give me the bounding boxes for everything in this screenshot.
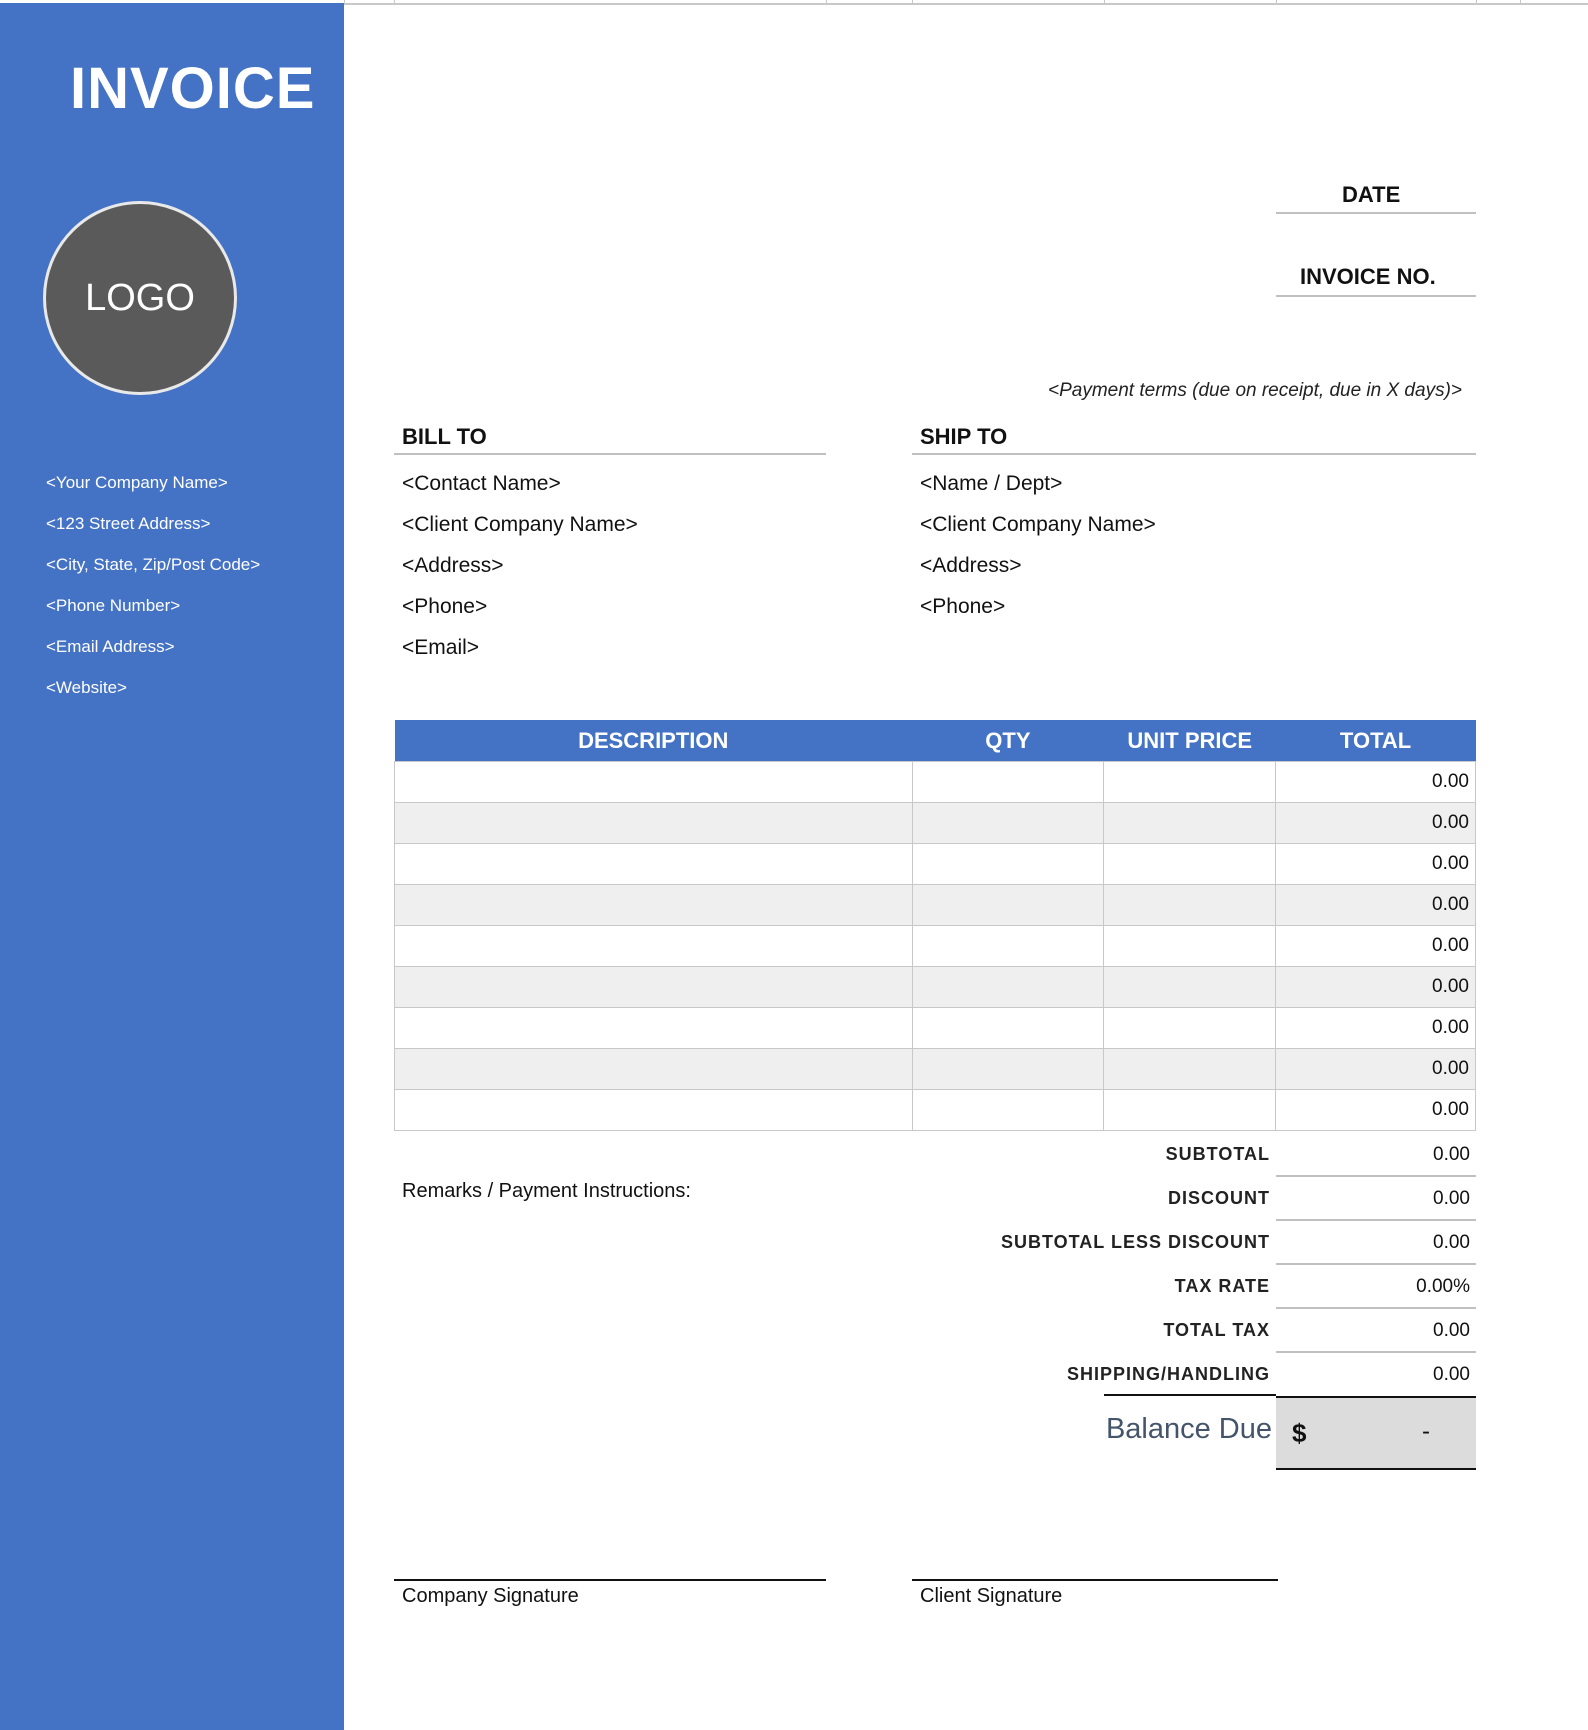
company-phone[interactable]: <Phone Number>	[46, 596, 181, 615]
description-cell[interactable]	[395, 1049, 913, 1090]
shipping-label: SHIPPING/HANDLING	[1066, 1364, 1270, 1384]
shipping-row	[890, 1355, 1476, 1399]
col-qty: QTY	[912, 720, 1104, 762]
description-cell[interactable]	[395, 844, 913, 885]
total-cell[interactable]: 0.00	[1276, 967, 1476, 1008]
subtotal-value[interactable]: 0.00	[1276, 1135, 1476, 1177]
bill-to-heading: BILL TO	[402, 424, 487, 449]
tax-rate-label: TAX RATE	[1174, 1276, 1270, 1296]
subtotal-row	[890, 1135, 1476, 1179]
unit-price-cell[interactable]	[1104, 926, 1276, 967]
unit-price-cell[interactable]	[1104, 1090, 1276, 1131]
description-cell[interactable]	[395, 967, 913, 1008]
remarks-label: Remarks / Payment Instructions:	[402, 1180, 691, 1202]
company-sidebar	[0, 3, 344, 1730]
line-items-table	[394, 720, 1476, 1131]
ship-to-phone[interactable]: <Phone>	[920, 595, 1006, 618]
qty-cell[interactable]	[912, 803, 1104, 844]
total-tax-value[interactable]: 0.00	[1276, 1311, 1476, 1353]
col-total: TOTAL	[1276, 720, 1476, 762]
qty-cell[interactable]	[912, 885, 1104, 926]
table-row	[395, 762, 1476, 803]
date-label: DATE	[1342, 182, 1401, 207]
subtotal-label: SUBTOTAL	[1165, 1144, 1270, 1164]
ship-to-company[interactable]: <Client Company Name>	[920, 513, 1156, 536]
qty-cell[interactable]	[912, 1049, 1104, 1090]
total-tax-row	[890, 1311, 1476, 1355]
table-row	[395, 1049, 1476, 1090]
company-city[interactable]: <City, State, Zip/Post Code>	[46, 555, 261, 574]
ship-to-heading: SHIP TO	[920, 424, 1008, 449]
table-row	[395, 803, 1476, 844]
subtotal-less-discount-row	[890, 1223, 1476, 1267]
discount-value[interactable]: 0.00	[1276, 1179, 1476, 1221]
table-row	[395, 1008, 1476, 1049]
table-row	[395, 926, 1476, 967]
bill-to-address-line[interactable]: <Address>	[402, 554, 504, 577]
currency-symbol: $	[1292, 1418, 1307, 1448]
col-unit-price: UNIT PRICE	[1104, 720, 1276, 762]
qty-cell[interactable]	[912, 844, 1104, 885]
invoice-no-field[interactable]	[1276, 295, 1476, 297]
qty-cell[interactable]	[912, 762, 1104, 803]
total-cell[interactable]: 0.00	[1276, 762, 1476, 803]
description-cell[interactable]	[395, 762, 913, 803]
company-signature-line[interactable]	[394, 1579, 826, 1581]
balance-due-label: Balance Due	[1105, 1413, 1272, 1445]
total-cell[interactable]: 0.00	[1276, 1008, 1476, 1049]
logo-placeholder-text: LOGO	[85, 276, 195, 319]
balance-due-box[interactable]	[1276, 1396, 1476, 1470]
bill-to-email[interactable]: <Email>	[402, 636, 480, 659]
company-email[interactable]: <Email Address>	[46, 637, 175, 656]
payment-terms[interactable]: <Payment terms (due on receipt, due in X days)>	[1048, 380, 1462, 401]
invoice-title: INVOICE	[70, 56, 316, 121]
table-header-row	[395, 720, 1476, 762]
bill-to-divider	[394, 453, 826, 455]
company-signature-label: Company Signature	[402, 1585, 579, 1607]
total-cell[interactable]: 0.00	[1276, 844, 1476, 885]
description-cell[interactable]	[395, 885, 913, 926]
unit-price-cell[interactable]	[1104, 885, 1276, 926]
discount-row	[890, 1179, 1476, 1223]
description-cell[interactable]	[395, 926, 913, 967]
unit-price-cell[interactable]	[1104, 1008, 1276, 1049]
unit-price-cell[interactable]	[1104, 1049, 1276, 1090]
bill-to-company[interactable]: <Client Company Name>	[402, 513, 638, 536]
qty-cell[interactable]	[912, 967, 1104, 1008]
description-cell[interactable]	[395, 1090, 913, 1131]
date-field[interactable]	[1276, 212, 1476, 214]
total-cell[interactable]: 0.00	[1276, 1090, 1476, 1131]
tax-rate-row	[890, 1267, 1476, 1311]
ship-to-address-line[interactable]: <Address>	[920, 554, 1022, 577]
total-cell[interactable]: 0.00	[1276, 885, 1476, 926]
total-cell[interactable]: 0.00	[1276, 803, 1476, 844]
shipping-value[interactable]: 0.00	[1433, 1364, 1470, 1385]
table-row	[395, 844, 1476, 885]
subtotal-less-discount-label: SUBTOTAL LESS DISCOUNT	[1000, 1232, 1270, 1252]
company-street[interactable]: <123 Street Address>	[46, 514, 211, 533]
qty-cell[interactable]	[912, 1008, 1104, 1049]
totals-section	[890, 1135, 1476, 1399]
unit-price-cell[interactable]	[1104, 844, 1276, 885]
ship-to-address	[920, 472, 1156, 636]
total-tax-label: TOTAL TAX	[1163, 1320, 1270, 1340]
description-cell[interactable]	[395, 803, 913, 844]
description-cell[interactable]	[395, 1008, 913, 1049]
company-website[interactable]: <Website>	[46, 678, 127, 697]
table-row	[395, 885, 1476, 926]
ship-to-divider	[912, 453, 1476, 455]
unit-price-cell[interactable]	[1104, 762, 1276, 803]
discount-label: DISCOUNT	[1168, 1188, 1270, 1208]
qty-cell[interactable]	[912, 1090, 1104, 1131]
col-description: DESCRIPTION	[395, 720, 913, 762]
tax-rate-value[interactable]: 0.00%	[1276, 1267, 1476, 1309]
company-name[interactable]: <Your Company Name>	[46, 473, 228, 492]
table-row	[395, 1090, 1476, 1131]
balance-due-amount: -	[1422, 1418, 1430, 1445]
total-cell[interactable]: 0.00	[1276, 1049, 1476, 1090]
qty-cell[interactable]	[912, 926, 1104, 967]
invoice-no-label: INVOICE NO.	[1300, 264, 1436, 289]
company-logo[interactable]	[43, 201, 237, 395]
bill-to-address	[402, 472, 638, 677]
client-signature-label: Client Signature	[920, 1585, 1063, 1607]
company-info	[46, 473, 260, 719]
balance-top-rule	[1104, 1394, 1276, 1396]
client-signature-line[interactable]	[912, 1579, 1278, 1581]
table-row	[395, 967, 1476, 1008]
subtotal-less-discount-value[interactable]: 0.00	[1276, 1223, 1476, 1265]
bill-to-phone[interactable]: <Phone>	[402, 595, 488, 618]
unit-price-cell[interactable]	[1104, 803, 1276, 844]
ship-to-name[interactable]: <Name / Dept>	[920, 472, 1063, 495]
total-cell[interactable]: 0.00	[1276, 926, 1476, 967]
unit-price-cell[interactable]	[1104, 967, 1276, 1008]
bill-to-contact[interactable]: <Contact Name>	[402, 472, 561, 495]
